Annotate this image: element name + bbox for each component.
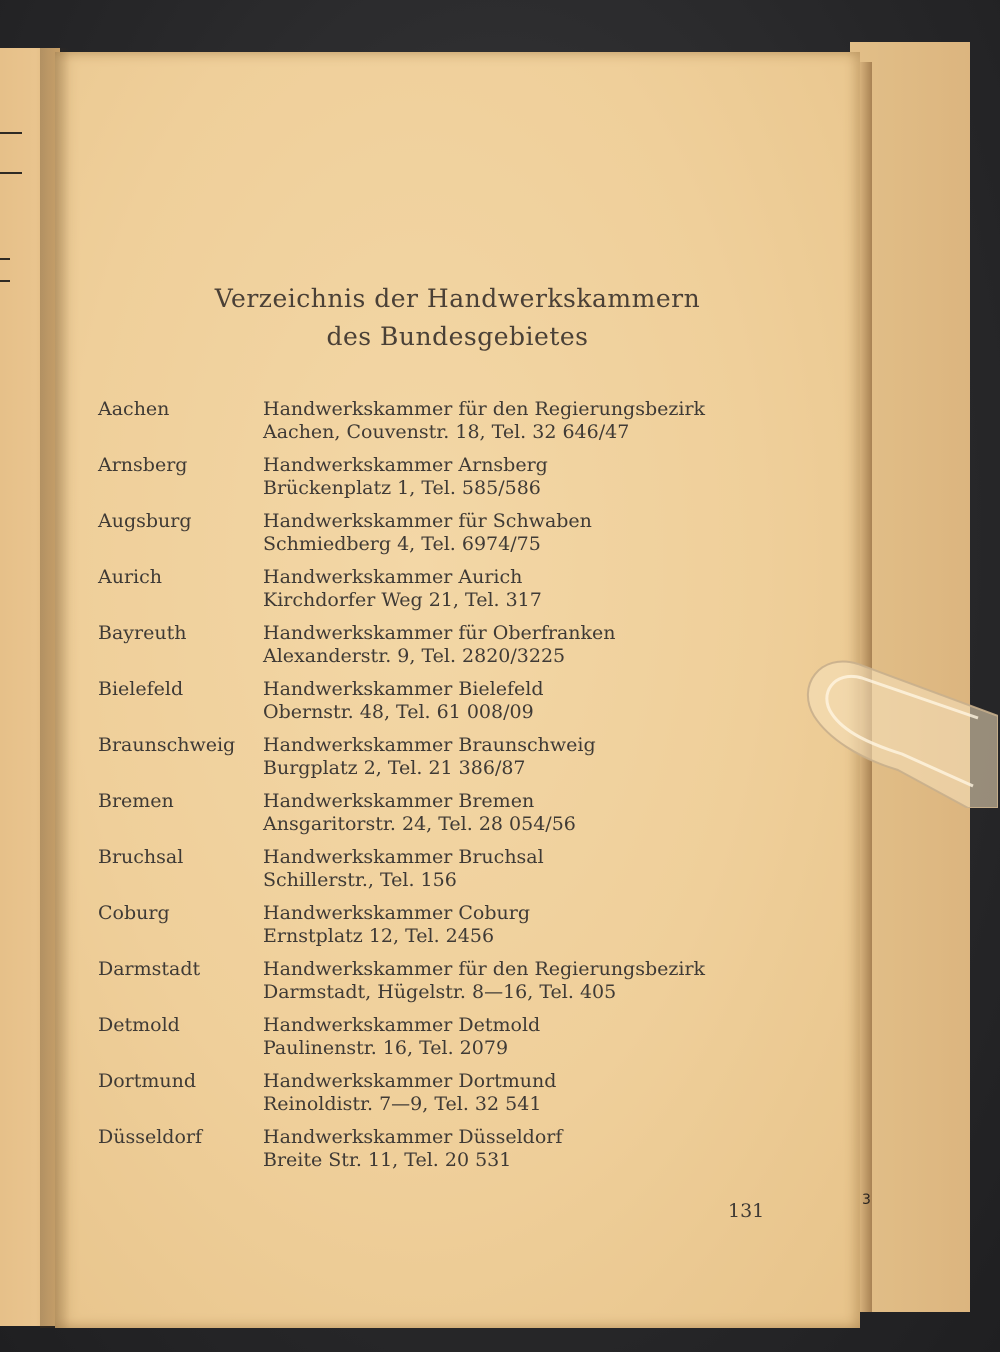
- directory-entry: [55, 790, 860, 840]
- directory-entry: [55, 902, 860, 952]
- left-page-mark: [0, 258, 10, 260]
- city-name: Düsseldorf: [98, 1126, 203, 1148]
- chamber-address: Alexanderstr. 9, Tel. 2820/3225: [263, 645, 566, 667]
- directory-entry: [55, 1126, 860, 1176]
- directory-entry: [55, 1070, 860, 1120]
- chamber-name: Handwerkskammer Bielefeld: [263, 678, 544, 700]
- chamber-name: Handwerkskammer Arnsberg: [263, 454, 548, 476]
- chamber-name: Handwerkskammer Düsseldorf: [263, 1126, 563, 1148]
- chamber-address: Reinoldistr. 7—9, Tel. 32 541: [263, 1093, 542, 1115]
- directory-entry: [55, 566, 860, 616]
- directory-entry: [55, 846, 860, 896]
- city-name: Coburg: [98, 902, 170, 924]
- directory-entry: [55, 454, 860, 504]
- city-name: Darmstadt: [98, 958, 201, 980]
- chamber-address: Obernstr. 48, Tel. 61 008/09: [263, 701, 534, 723]
- page-number: 131: [728, 1200, 765, 1222]
- directory-entry: [55, 510, 860, 560]
- directory-entry: [55, 622, 860, 672]
- edge-mark: 3: [862, 1192, 871, 1208]
- chamber-address: Brückenplatz 1, Tel. 585/586: [263, 477, 541, 499]
- chamber-address: Ernstplatz 12, Tel. 2456: [263, 925, 495, 947]
- chamber-address: Ansgaritorstr. 24, Tel. 28 054/56: [263, 813, 576, 835]
- directory-entry: [55, 958, 860, 1008]
- chamber-name: Handwerkskammer für den Regierungsbezirk: [263, 958, 706, 980]
- city-name: Bremen: [98, 790, 174, 812]
- left-page-mark: [0, 280, 10, 282]
- chamber-address: Breite Str. 11, Tel. 20 531: [263, 1149, 512, 1171]
- chamber-name: Handwerkskammer für Oberfranken: [263, 622, 616, 644]
- city-name: Augsburg: [98, 510, 192, 532]
- city-name: Dortmund: [98, 1070, 197, 1092]
- directory-entry: [55, 678, 860, 728]
- directory-entry: [55, 398, 860, 448]
- chamber-name: Handwerkskammer für den Regierungsbezirk: [263, 398, 706, 420]
- city-name: Aurich: [98, 566, 162, 588]
- chamber-name: Handwerkskammer Detmold: [263, 1014, 541, 1036]
- chamber-name: Handwerkskammer Bruchsal: [263, 846, 544, 868]
- chamber-name: Handwerkskammer Coburg: [263, 902, 531, 924]
- chamber-address: Burgplatz 2, Tel. 21 386/87: [263, 757, 526, 779]
- page-title-line-2: des Bundesgebietes: [326, 322, 589, 351]
- chamber-name: Handwerkskammer Braunschweig: [263, 734, 596, 756]
- chamber-address: Schillerstr., Tel. 156: [263, 869, 457, 891]
- book-page: [55, 52, 860, 1328]
- left-page-mark: [0, 132, 22, 134]
- city-name: Aachen: [98, 398, 170, 420]
- city-name: Arnsberg: [98, 454, 188, 476]
- chamber-address: Kirchdorfer Weg 21, Tel. 317: [263, 589, 542, 611]
- city-name: Braunschweig: [98, 734, 236, 756]
- page-title-line-1: Verzeichnis der Handwerkskammern: [214, 284, 701, 313]
- chamber-name: Handwerkskammer für Schwaben: [263, 510, 592, 532]
- left-page-mark: [0, 172, 22, 174]
- chamber-address: Paulinenstr. 16, Tel. 2079: [263, 1037, 509, 1059]
- city-name: Bruchsal: [98, 846, 184, 868]
- city-name: Detmold: [98, 1014, 180, 1036]
- directory-entry: [55, 734, 860, 784]
- paper-clip-icon: [798, 658, 998, 808]
- chamber-name: Handwerkskammer Dortmund: [263, 1070, 557, 1092]
- directory-entry: [55, 1014, 860, 1064]
- city-name: Bayreuth: [98, 622, 187, 644]
- chamber-name: Handwerkskammer Bremen: [263, 790, 535, 812]
- chamber-name: Handwerkskammer Aurich: [263, 566, 523, 588]
- chamber-address: Schmiedberg 4, Tel. 6974/75: [263, 533, 541, 555]
- city-name: Bielefeld: [98, 678, 184, 700]
- chamber-address: Darmstadt, Hügelstr. 8—16, Tel. 405: [263, 981, 617, 1003]
- chamber-address: Aachen, Couvenstr. 18, Tel. 32 646/47: [263, 421, 630, 443]
- gutter-shadow: [40, 48, 70, 1328]
